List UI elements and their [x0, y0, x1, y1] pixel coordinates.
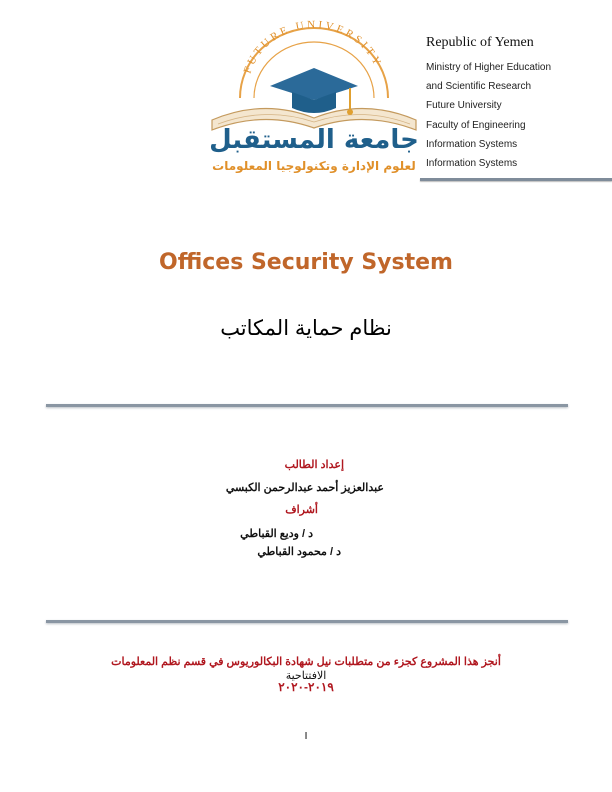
section-divider-bottom: [46, 620, 568, 623]
header-program: Information Systems: [426, 158, 518, 169]
header-divider: [420, 178, 612, 181]
project-title-arabic: نظام حماية المكاتب: [220, 317, 392, 340]
header-country: Republic of Yemen: [426, 35, 534, 50]
academic-year: ٢٠١٩-٢٠٢٠: [278, 680, 334, 694]
section-divider-top: [46, 404, 568, 407]
logo-arabic-name: جامعة المستقبل: [209, 125, 419, 155]
logo-arabic-subtitle: لعلوم الإدارة وتكنولوجيا المعلومات: [212, 159, 416, 173]
student-name: عبدالعزيز أحمد عبدالرحمن الكبسي: [225, 482, 384, 494]
header-university: Future University: [426, 100, 502, 111]
degree-statement: أنجز هذا المشروع كجزء من متطلبات نيل شهادة البكالوريوس في قسم نظم المعلومات: [111, 656, 501, 668]
university-logo: [208, 20, 420, 180]
page-number: I: [304, 731, 308, 742]
header-ministry-cont: and Scientific Research: [426, 81, 532, 92]
logo-graphic: [208, 20, 420, 180]
svg-text:FUTURE UNIVERSITY: [242, 20, 385, 75]
prepared-by-label: إعداد الطالب: [284, 459, 344, 471]
degree-statement-line2: الافتتاحية: [285, 670, 327, 682]
header-faculty: Faculty of Engineering: [426, 120, 526, 131]
supervision-label: أشراف: [285, 504, 318, 516]
supervisor-1: د / وديع القباطي: [240, 528, 313, 540]
supervisor-2: د / محمود القباطي: [257, 546, 341, 558]
project-title: Offices Security System: [159, 250, 453, 275]
header-ministry: Ministry of Higher Education: [426, 62, 552, 73]
logo-arc-text: FUTURE UNIVERSITY: [241, 20, 385, 76]
header-department: Information Systems: [426, 139, 518, 150]
